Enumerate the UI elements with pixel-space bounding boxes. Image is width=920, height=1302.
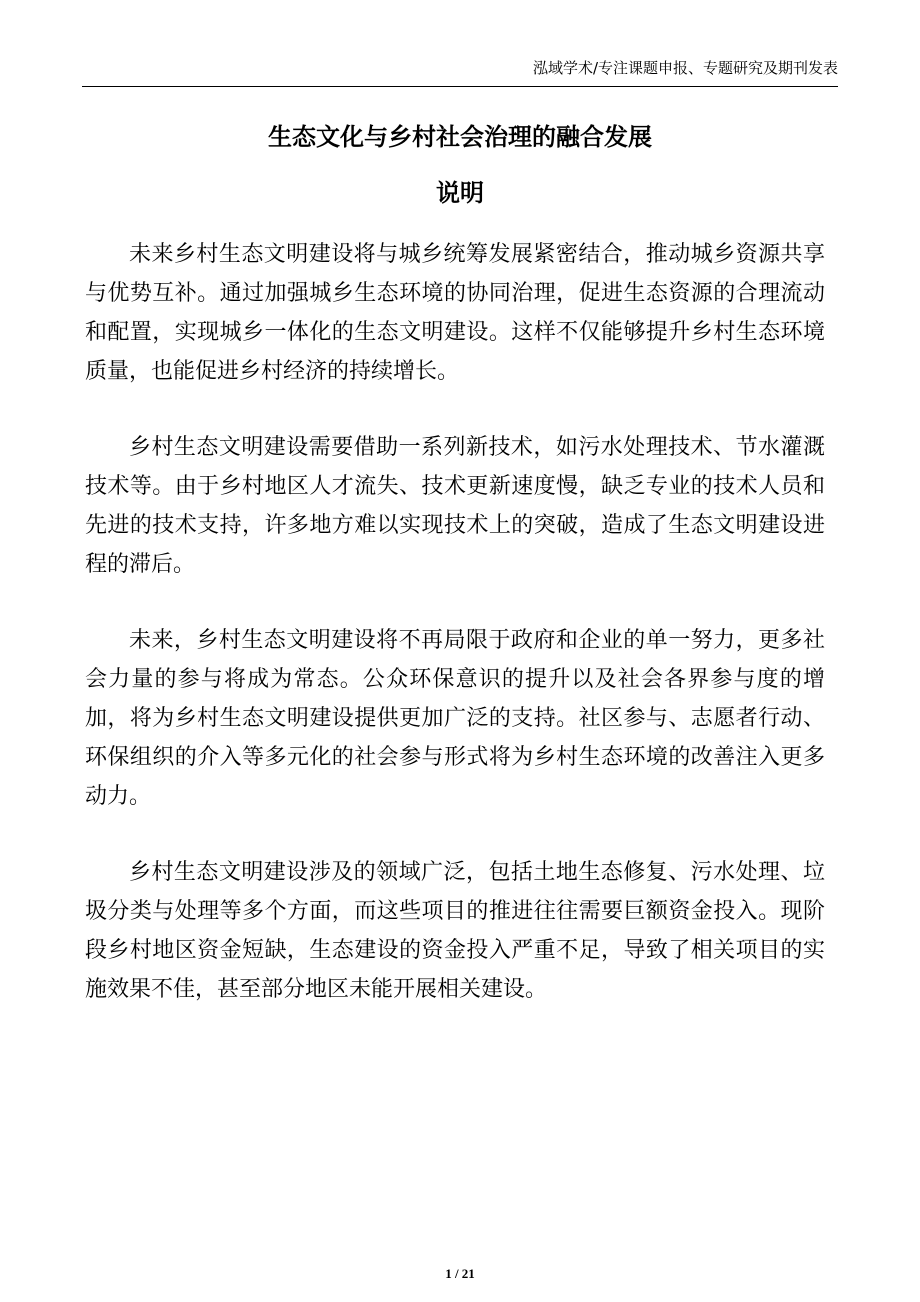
section-heading: 说明 — [436, 179, 484, 207]
paragraph-3: 未来，乡村生态文明建设将不再局限于政府和企业的单一努力，更多社会力量的参与将成为常态。公众环保意识的提升以及社会各界参与度的增加，将为乡村生态文明建设提供更加广泛的支持。社区参与、志愿者行动、环保组织的介入等多元化的社会参与形式将为乡村生态环境的改善注入更多动力。 — [85, 628, 825, 809]
page-number: 1 / 21 — [445, 1266, 475, 1281]
paragraph-1: 未来乡村生态文明建设将与城乡统筹发展紧密结合，推动城乡资源共享与优势互补。通过加强城乡生态环境的协同治理，促进生态资源的合理流动和配置，实现城乡一体化的生态文明建设。这样不仅能够提升乡村生态环境质量，也能促进乡村经济的持续增长。 — [85, 242, 825, 384]
document-title: 生态文化与乡村社会治理的融合发展 — [268, 123, 652, 151]
page-header-text: 泓域学术/专注课题申报、专题研究及期刊发表 — [532, 59, 838, 77]
paragraph-4: 乡村生态文明建设涉及的领域广泛，包括土地生态修复、污水处理、垃圾分类与处理等多个方面，而这些项目的推进往往需要巨额资金投入。现阶段乡村地区资金短缺，生态建设的资金投入严重不足，导致了相关项目的实施效果不佳，甚至部分地区未能开展相关建设。 — [85, 860, 825, 1002]
document-body — [85, 235, 825, 1046]
paragraph-2: 乡村生态文明建设需要借助一系列新技术，如污水处理技术、节水灌溉技术等。由于乡村地区人才流失、技术更新速度慢，缺乏专业的技术人员和先进的技术支持，许多地方难以实现技术上的突破，造成了生态文明建设进程的滞后。 — [85, 435, 825, 577]
header-divider — [82, 86, 838, 87]
